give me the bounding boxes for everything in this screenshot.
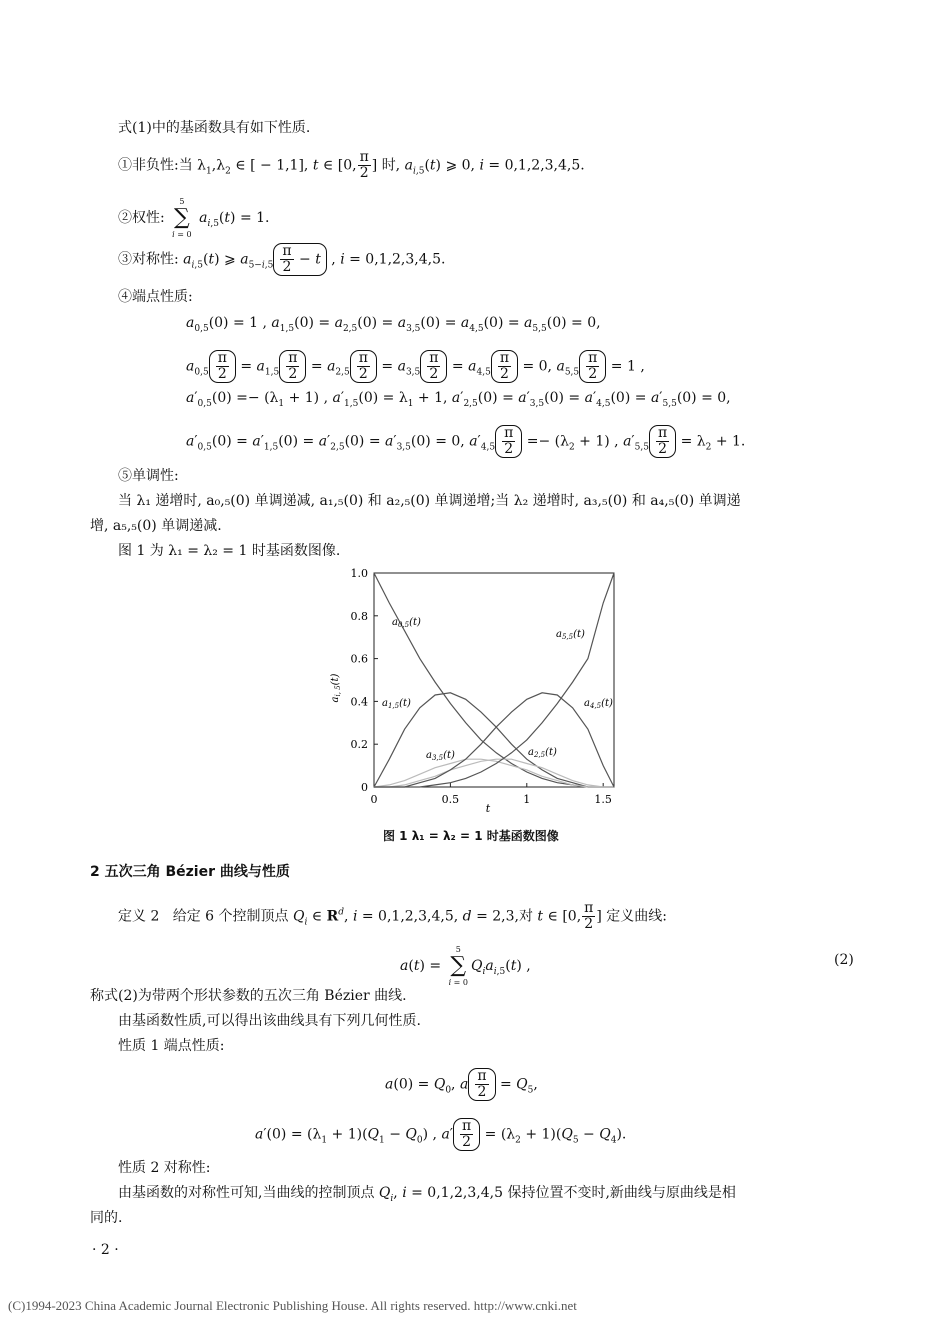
figure-intro: 图 1 为 λ₁ = λ₂ = 1 时基函数图像. bbox=[118, 543, 341, 559]
x-tick-label: 1.5 bbox=[594, 793, 612, 806]
property1-eq1: $a(0) = Q_0$, a $\frac{\pi}{2}$ = $Q_5$, bbox=[385, 1068, 538, 1100]
label-a45: $a_{4,5}(t)$ bbox=[584, 698, 613, 710]
label-a35: $a_{3,5}(t)$ bbox=[426, 750, 455, 762]
equation-2-number: (2) bbox=[834, 952, 854, 968]
series-line-a55t bbox=[374, 573, 614, 787]
y-tick-label: 1.0 bbox=[350, 567, 368, 580]
symmetry-text-end: 同的. bbox=[90, 1210, 123, 1226]
copyright-footer: (C)1994-2023 China Academic Journal Electronic Publishing House. All rights reserved. http://www.cnki.net bbox=[8, 1298, 577, 1313]
label-a05: $a_{0,5}(t)$ bbox=[392, 617, 421, 629]
y-tick-label: 0.2 bbox=[350, 738, 368, 752]
after-eq2: 称式(2)为带两个形状参数的五次三角 Bézier 曲线. bbox=[90, 988, 407, 1004]
property-nonnegativity: ①非负性:当 $\lambda_1,\lambda_2$ ∈ [ − 1,1], t ∈ [0, $\frac{\pi}{2}$ ] 时, $a_{i,5}(t)$ ⩾ 0, i = 0,1,2,3,4,5. bbox=[118, 149, 585, 181]
y-tick-label: 0.4 bbox=[350, 695, 368, 709]
property-symmetry: ③对称性: $a_{i,5}(t)$ ⩾ $a_{5-i,5}$ $\frac{\pi}{2}$ − t , i = 0,1,2,3,4,5. bbox=[118, 243, 446, 275]
y-tick-label: 0.6 bbox=[350, 652, 368, 666]
endpoint-eq1: $a_{0,5}(0) = 1$ , $a_{1,5}(0) = a_{2,5}(0) = a_{3,5}(0) = a_{4,5}(0) = a_{5,5}(0) = 0$, bbox=[186, 315, 601, 334]
x-tick-label: 0 bbox=[370, 793, 378, 806]
section-heading: 2 五次三角 Bézier 曲线与性质 bbox=[90, 864, 290, 880]
label-a25: $a_{2,5}(t)$ bbox=[528, 747, 557, 759]
plot-frame bbox=[374, 573, 614, 787]
basis-function-chart bbox=[330, 562, 620, 812]
endpoint-eq4: $a'_{0,5}(0) = a'_{1,5}(0) = a'_{2,5}(0) = a'_{3,5}(0) = 0$, $a'_{4,5}$ $\frac{\pi}{2}$ =− $(\lambda_2 + 1)$ , $a'_{5,5}$ $\frac{\pi}{2}$ = $\lambda_2 + 1$. bbox=[186, 425, 746, 457]
definition-2: 定义 2 给定 6 个控制顶点 $Q_i$ ∈ $R^d$, i = 0,1,2,3,4,5, d = 2,3,对 t ∈ [0, $\frac{\pi}{2}$ ] 定义曲线: bbox=[118, 900, 667, 932]
label-a55: $a_{5,5}(t)$ bbox=[556, 629, 585, 641]
monotonic-line-2: 增, a₅,₅(0) 单调递减. bbox=[90, 518, 222, 534]
y-tick-label: 0 bbox=[361, 781, 368, 794]
figure-caption: 图 1 λ₁ = λ₂ = 1 时基函数图像 bbox=[383, 829, 559, 843]
intro-line: 式(1)中的基函数具有如下性质. bbox=[118, 120, 311, 136]
series-line-a05t bbox=[374, 573, 614, 787]
y-axis-label: $a_{i, 5}(t)$ bbox=[330, 673, 342, 703]
series-line-a35t bbox=[374, 759, 614, 787]
property-1: 性质 1 端点性质: bbox=[118, 1038, 225, 1054]
x-axis-label: t bbox=[485, 802, 491, 812]
endpoint-eq3: $a'_{0,5}(0) =- (\lambda_1 + 1)$ , $a'_{1,5}(0) = \lambda_1 + 1$, $a'_{2,5}(0) = a'_{3,5}(0) = a'_{4,5}(0) = a'_{5,5}(0) = 0$, bbox=[186, 390, 731, 409]
geom-intro: 由基函数性质,可以得出该曲线具有下列几何性质. bbox=[118, 1013, 421, 1029]
property-weight: ②权性: 5 ∑ i = 0 $a_{i,5}(t) = 1$. bbox=[118, 197, 270, 239]
property-2: 性质 2 对称性: bbox=[118, 1160, 211, 1176]
label-a15: $a_{1,5}(t)$ bbox=[382, 698, 411, 710]
property-monotonic-label: ⑤单调性: bbox=[118, 468, 179, 484]
symmetry-text: 由基函数的对称性可知,当曲线的控制顶点 $Q_i$, i = 0,1,2,3,4,5 保持位置不变时,新曲线与原曲线是相 bbox=[118, 1185, 736, 1204]
equation-2: a(t) = 5 ∑ i = 0 $Q_ia_{i,5}(t)$ , bbox=[400, 945, 531, 987]
property-endpoint-label: ④端点性质: bbox=[118, 289, 193, 305]
monotonic-line-1: 当 λ₁ 递增时, a₀,₅(0) 单调递减, a₁,₅(0) 和 a₂,₅(0) 单调递增;当 λ₂ 递增时, a₃,₅(0) 和 a₄,₅(0) 单调递 bbox=[118, 493, 741, 509]
property1-eq2: $a'(0) = (\lambda_1 + 1)(Q_1 - Q_0)$ , a′ $\frac{\pi}{2}$ = $(\lambda_2 + 1)(Q_5 - Q_4)$. bbox=[255, 1118, 627, 1150]
x-tick-label: 0.5 bbox=[441, 793, 460, 806]
y-tick-label: 0.8 bbox=[350, 609, 368, 623]
x-tick-label: 1 bbox=[523, 793, 531, 806]
endpoint-eq2: $a_{0,5}$ $\frac{\pi}{2}$ = $a_{1,5}$ $\frac{\pi}{2}$ = $a_{2,5}$ $\frac{\pi}{2}$ = $a_{3,5}$ $\frac{\pi}{2}$ = $a_{4,5}$ $\frac{\pi}{2}$ = 0, $a_{5,5}$ $\frac{\pi}{2}$ = 1 , bbox=[186, 350, 645, 382]
page-number: · 2 · bbox=[92, 1242, 119, 1258]
